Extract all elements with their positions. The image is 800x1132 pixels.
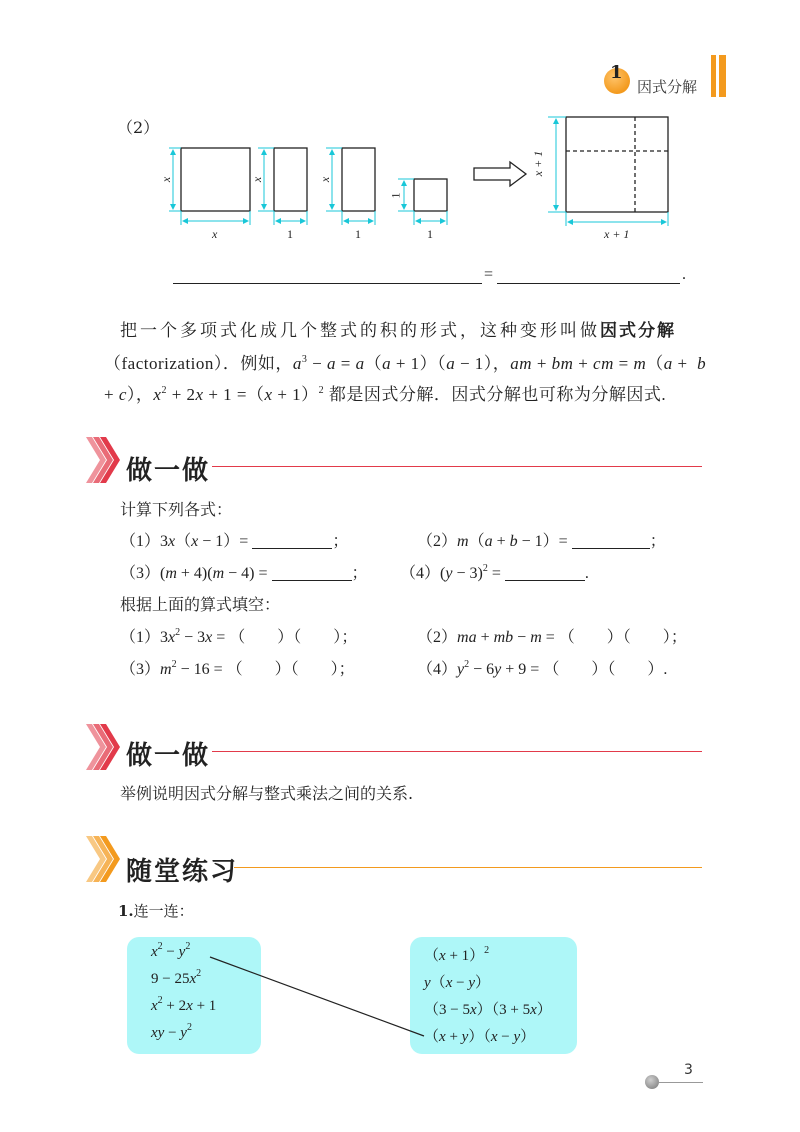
fill-parens-4: （ ）（ ）: [543, 661, 664, 678]
dim-label-big-side: x: [159, 176, 174, 183]
fill-item-2: （2）ma + mb − m = （ ）（ ）；: [417, 629, 687, 646]
dim-label-result-bottom: x + 1: [604, 227, 630, 241]
match-left-item-2: $9 - 25x^2$: [151, 968, 202, 987]
definition-english: （factorization）: [104, 354, 223, 373]
section-title-3: 随堂练习: [126, 857, 239, 887]
section-title-1: 做一做: [126, 456, 211, 486]
calc-item-2: （2）m（a + b − 1）= ；: [417, 533, 666, 550]
fill-item-1: $(1)3x^2 - 3x$ = （ ）（ ）；: [120, 627, 358, 646]
dim-label-big-bottom: x: [212, 227, 218, 241]
match-right-item-1: $(x + 1)^2$: [424, 945, 490, 964]
calc-item-4: $(4)(y - 3)^2$ = .: [400, 563, 589, 582]
fill-item-4: $(4)y^2 - 6y + 9$ = （ ）（ ）.: [417, 659, 668, 678]
dim-label-small-side: 1: [388, 192, 403, 199]
section1-intro-1: 计算下列各式：: [120, 500, 233, 519]
equation-equals: =: [484, 266, 494, 283]
dim-label-tall1-side: x: [250, 176, 265, 183]
definition-example-2: + c），$x^2 + 2x + 1 =(x + 1)^2$: [104, 385, 325, 404]
dim-label-tall2-side: x: [318, 176, 333, 183]
equation-period: .: [682, 266, 686, 283]
dim-label-tall2-bottom: 1: [355, 227, 361, 241]
chapter-title: 因式分解: [637, 78, 698, 96]
definition-example-label: ．例如，: [222, 354, 293, 373]
fill-parens-3: （ ）（ ）: [226, 661, 339, 678]
dim-label-tall1-bottom: 1: [287, 227, 293, 241]
section1-intro-2: 根据上面的算式填空：: [120, 595, 281, 614]
dim-label-result-side: x + 1: [531, 150, 546, 177]
exercise-number: 1.: [118, 902, 134, 920]
definition-tail: 都是因式分解．因式分解也可称为分解因式.: [328, 385, 667, 404]
fill-parens-1: （ ）（ ）: [229, 629, 342, 646]
definition-term: 因式分解: [600, 321, 676, 341]
page-number: 3: [684, 1062, 693, 1078]
fill-item-3: $(3)m^2 - 16$ = （ ）（ ）；: [120, 659, 355, 678]
footer-dot: [645, 1075, 659, 1089]
match-right-item-4: （x + y）（x − y）: [424, 1029, 536, 1045]
match-left-item-3: $x^2 + 2x + 1$: [151, 995, 217, 1014]
section2-text: 举例说明因式分解与整式乘法之间的关系.: [120, 784, 414, 803]
dim-label-small-bottom: 1: [427, 227, 433, 241]
exercise-text: 连一连：: [133, 902, 194, 920]
footer-rule: [659, 1082, 703, 1083]
section-title-2: 做一做: [126, 741, 211, 771]
definition-example-1: $a^3 - a = a(a + 1)(a - 1)$，am + bm + cm = m（a + b: [292, 354, 707, 373]
definition-prefix: 把一个多项式化成几个整式的积的形式，这种变形叫做: [120, 321, 600, 341]
match-left-item-4: xy − $y^2$: [151, 1022, 192, 1041]
match-right-item-3: （3 − 5x）（3 + 5x）: [424, 1002, 552, 1018]
fill-parens-2: （ ）（ ）: [558, 629, 671, 646]
figure-label: （2）: [117, 118, 160, 137]
chapter-number: 1: [610, 62, 623, 83]
calc-item-1: （1）3x（x − 1）= ；: [120, 533, 349, 550]
calc-item-3: （3）(m + 4)(m − 4) = ；: [120, 565, 368, 582]
match-left-item-1: $x^2 - y^2$: [151, 941, 191, 960]
match-right-item-2: y（x − y）: [424, 975, 491, 991]
